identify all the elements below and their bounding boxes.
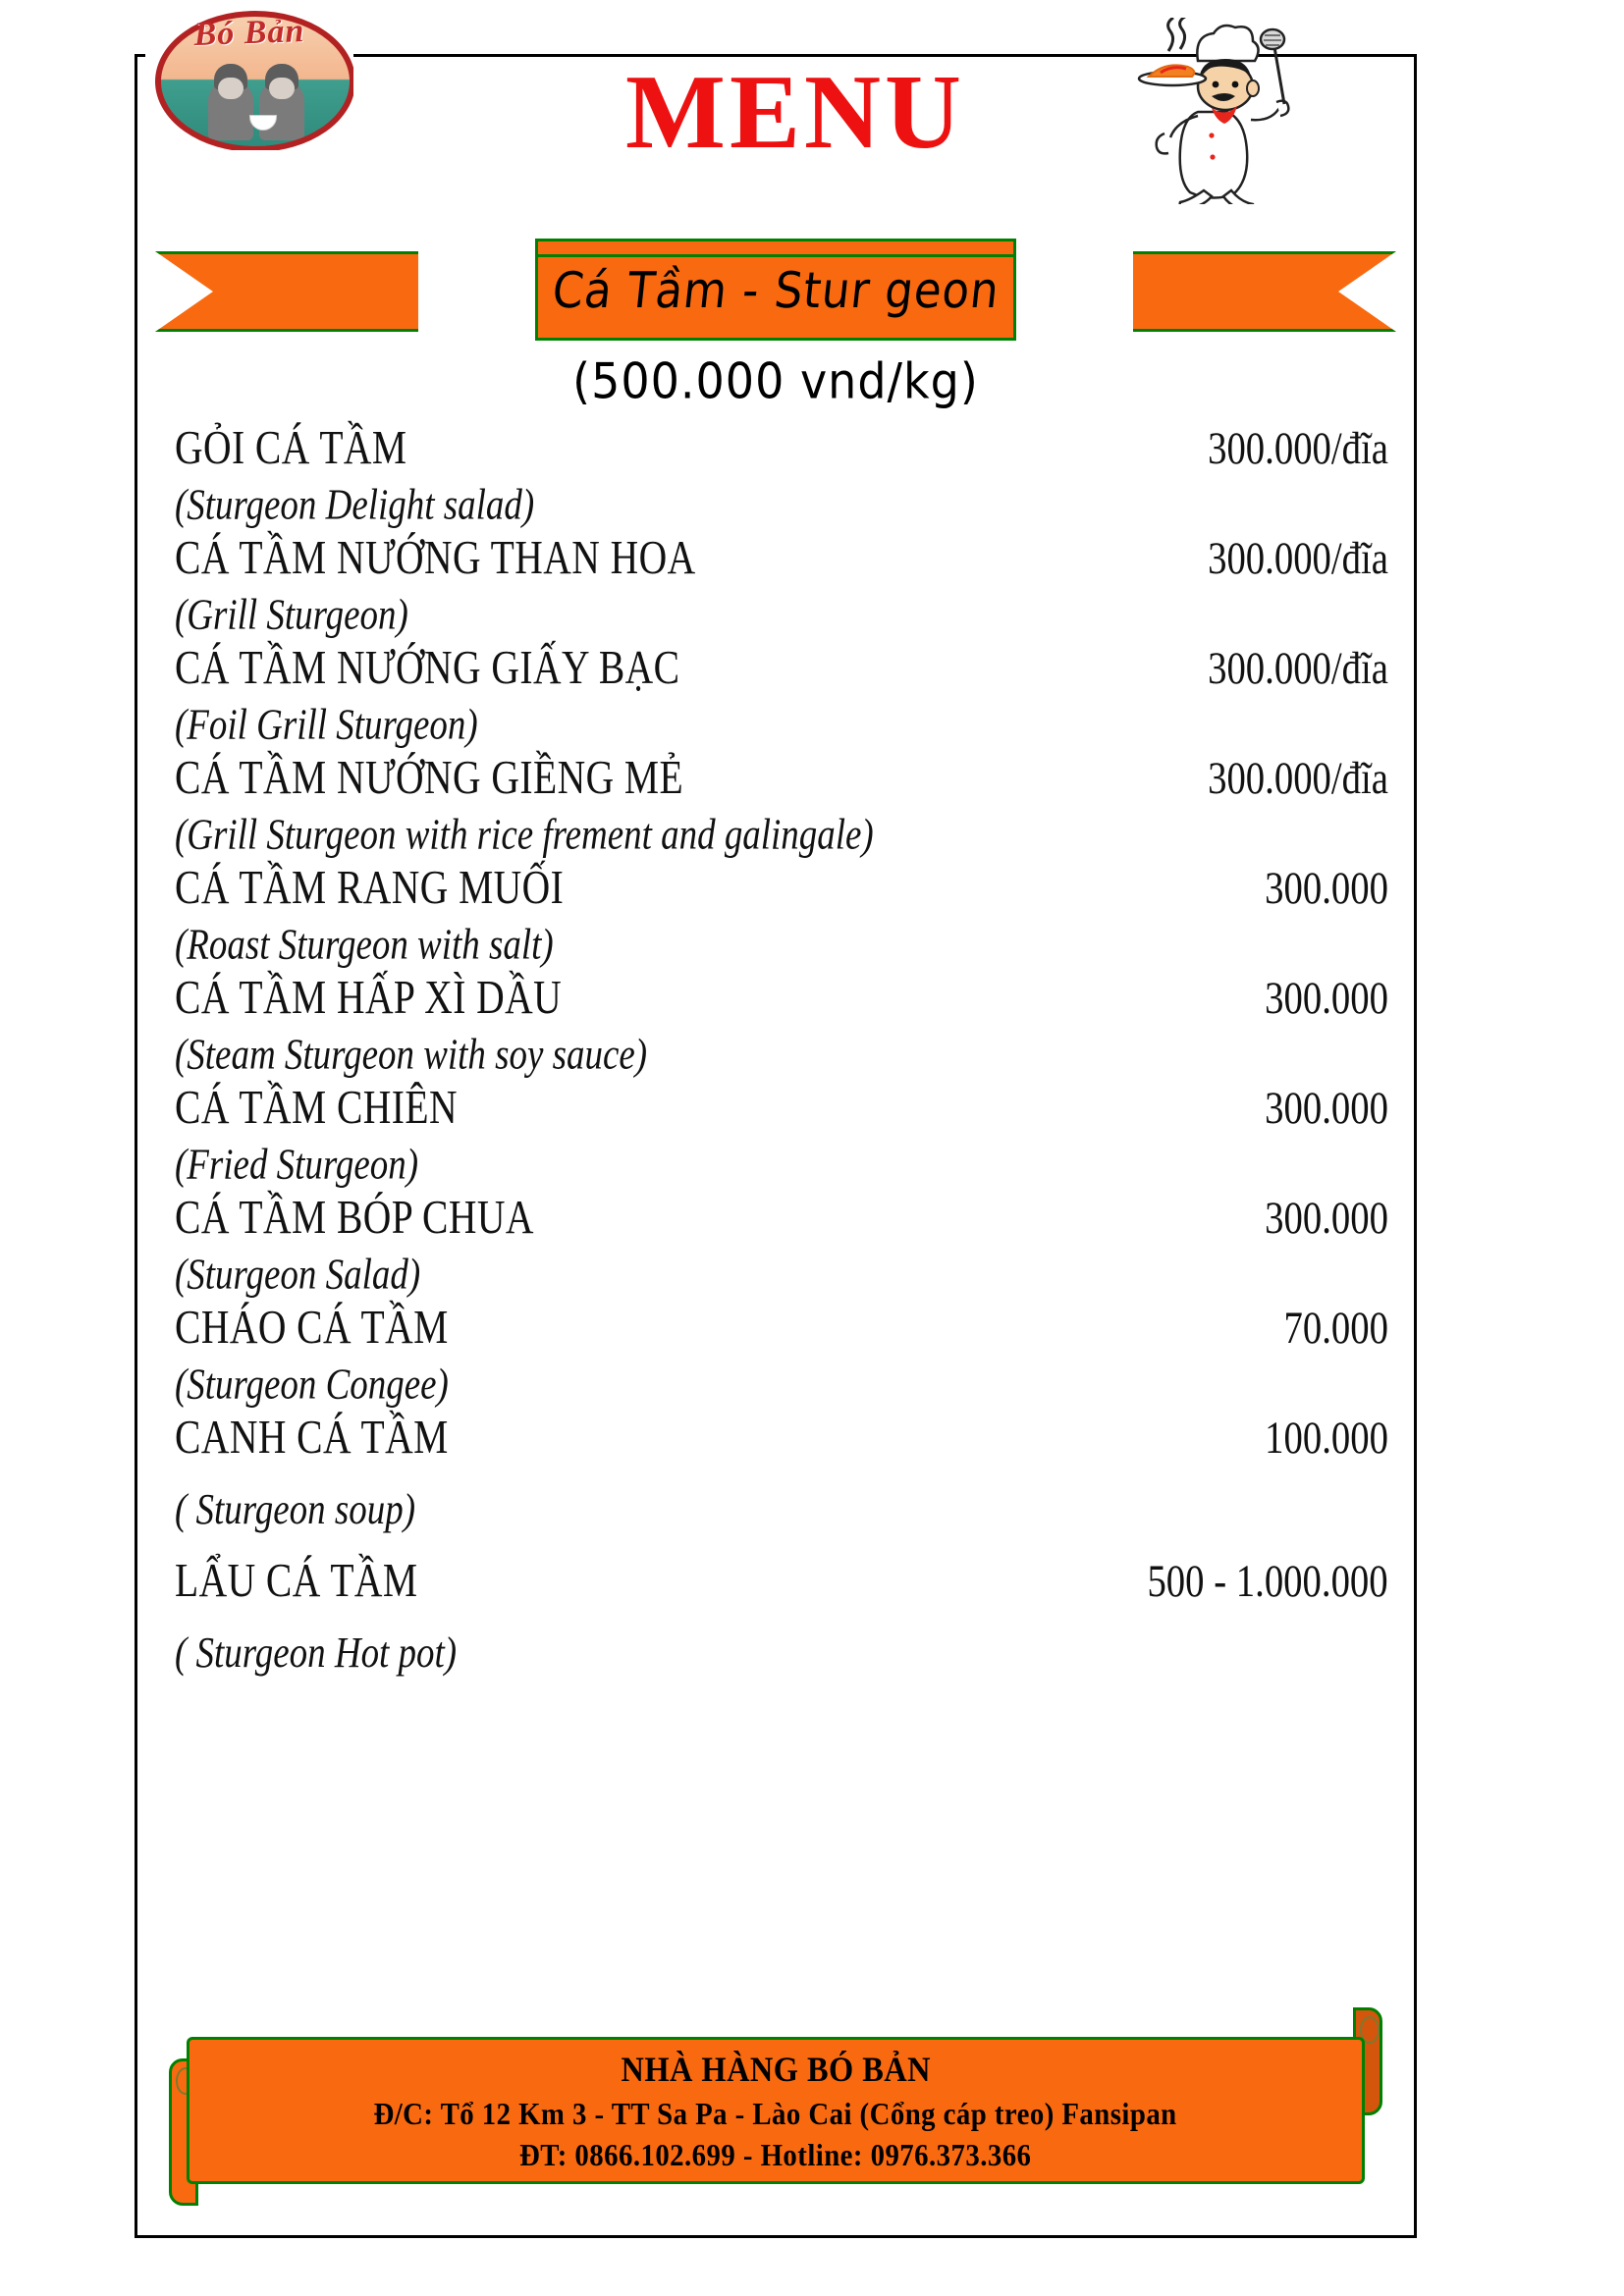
menu-item-price: 300.000/đĩa xyxy=(1208,752,1388,804)
menu-item-price: 300.000/đĩa xyxy=(1208,642,1388,694)
menu-item-name: CÁ TẦM HẤP XÌ DẦU xyxy=(175,970,563,1024)
menu-item-name: GỎI CÁ TẦM xyxy=(175,420,407,474)
menu-item-price: 300.000 xyxy=(1265,1192,1388,1244)
menu-item-row xyxy=(175,640,1388,702)
chef-illustration-icon xyxy=(1121,18,1298,204)
menu-item xyxy=(175,860,1388,973)
menu-item xyxy=(175,1080,1388,1193)
menu-item-price: 100.000 xyxy=(1265,1412,1388,1464)
page-title: MENU xyxy=(625,54,965,171)
footer-panel xyxy=(187,2037,1365,2184)
logo-text: Bó Bản xyxy=(192,13,305,53)
menu-item-price: 70.000 xyxy=(1283,1302,1388,1354)
menu-item-translation: (Sturgeon Salad) xyxy=(175,1251,421,1300)
menu-item xyxy=(175,970,1388,1083)
menu-item-row xyxy=(175,420,1388,482)
menu-item-translation: (Grill Sturgeon with rice frement and galingale) xyxy=(175,811,874,860)
menu-item-name: CÁ TẦM BÓP CHUA xyxy=(175,1190,534,1244)
menu-item-translation: (Sturgeon Delight salad) xyxy=(175,481,535,530)
section-banner xyxy=(137,239,1414,348)
menu-item-name: CÁ TẦM NƯỚNG GIỀNG MẺ xyxy=(175,750,684,804)
menu-item-translation: (Foil Grill Sturgeon) xyxy=(175,701,478,750)
menu-item-row xyxy=(175,970,1388,1032)
menu-page xyxy=(135,13,1417,2238)
banner-tail-right-icon xyxy=(1133,251,1396,332)
menu-item-row xyxy=(175,530,1388,592)
menu-item xyxy=(175,1410,1388,1556)
menu-item-translation: (Fried Sturgeon) xyxy=(175,1141,419,1190)
menu-item-price: 300.000 xyxy=(1265,862,1388,914)
menu-item-list xyxy=(137,420,1414,1699)
menu-item-row xyxy=(175,1300,1388,1362)
menu-item xyxy=(175,420,1388,533)
menu-item-row xyxy=(175,750,1388,812)
menu-item-row xyxy=(175,1553,1388,1630)
restaurant-phone: ĐT: 0866.102.699 - Hotline: 0976.373.366 xyxy=(519,2136,1032,2172)
menu-item-translation: (Roast Sturgeon with salt) xyxy=(175,921,554,970)
menu-item-price: 300.000/đĩa xyxy=(1208,422,1388,474)
menu-item-price: 500 - 1.000.000 xyxy=(1147,1555,1388,1607)
menu-item-row xyxy=(175,860,1388,922)
menu-item-row xyxy=(175,1080,1388,1142)
menu-item-row xyxy=(175,1190,1388,1252)
banner-tail-left-icon xyxy=(155,251,418,332)
restaurant-name: NHÀ HÀNG BÓ BẢN xyxy=(621,2049,931,2089)
menu-item-name: CHÁO CÁ TẦM xyxy=(175,1300,449,1354)
banner-title: Cá Tầm - Stur geon xyxy=(549,260,1002,319)
menu-header xyxy=(137,13,1414,248)
menu-item-name: CÁ TẦM NƯỚNG GIẤY BẠC xyxy=(175,640,680,694)
menu-item xyxy=(175,750,1388,863)
menu-item xyxy=(175,1190,1388,1303)
menu-item xyxy=(175,530,1388,643)
menu-item-translation: ( Sturgeon soup) xyxy=(175,1485,416,1534)
menu-item-price: 300.000/đĩa xyxy=(1208,532,1388,584)
menu-item xyxy=(175,640,1388,753)
menu-item-translation: ( Sturgeon Hot pot) xyxy=(175,1629,458,1678)
menu-item-translation: (Steam Sturgeon with soy sauce) xyxy=(175,1031,648,1080)
menu-item-price: 300.000 xyxy=(1265,1082,1388,1134)
menu-item-name: CÁ TẦM NƯỚNG THAN HOA xyxy=(175,530,696,584)
menu-item-row xyxy=(175,1410,1388,1487)
menu-item-name: LẨU CÁ TẦM xyxy=(175,1553,418,1607)
menu-item-price: 300.000 xyxy=(1265,972,1388,1024)
restaurant-address: Đ/C: Tổ 12 Km 3 - TT Sa Pa - Lào Cai (Cổng cáp treo) Fansipan xyxy=(373,2095,1178,2131)
footer-banner xyxy=(155,2029,1396,2206)
banner-center xyxy=(535,239,1016,341)
menu-item-name: CÁ TẦM RANG MUỐI xyxy=(175,860,565,914)
menu-item xyxy=(175,1300,1388,1413)
menu-item-name: CANH CÁ TẦM xyxy=(175,1410,449,1464)
menu-item-translation: (Grill Sturgeon) xyxy=(175,591,408,640)
menu-item-translation: (Sturgeon Congee) xyxy=(175,1361,449,1410)
banner-subtitle: (500.000 vnd/kg) xyxy=(572,351,979,410)
menu-item-name: CÁ TẦM CHIÊN xyxy=(175,1080,458,1134)
menu-item xyxy=(175,1553,1388,1699)
